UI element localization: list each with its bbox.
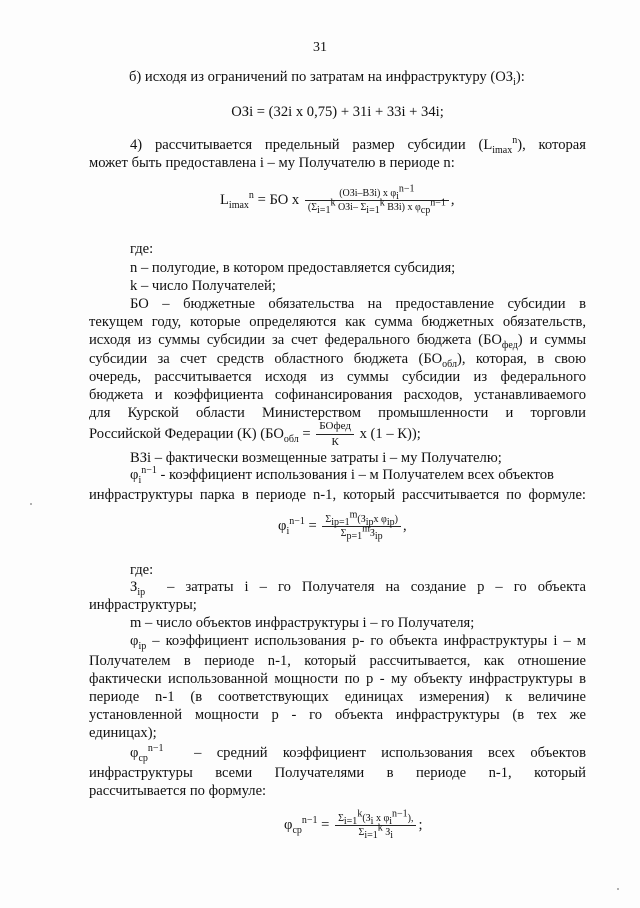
definition-bo-line3: исходя из суммы субсидии за счет федерального бюджета $(БО_{фед})$ и суммы (89, 332, 586, 351)
where-label-1: где: (130, 241, 154, 257)
definition-phi-ip-line6: единицах); (89, 725, 157, 741)
formula-phi-i: $\varphi_i^{n-1}$ = $\frac{\Sigma_{ip=1}^m(З_{ip}x \varphi_{ip})}{\Sigma_{p=1}^mЗ_{ip}}$ , (278, 509, 407, 543)
definition-bo-line6: бюджета и коэффициента софинансирования расходов, устанавливаемого (89, 387, 586, 403)
definition-n: n – полугодие, в котором предоставляется субсидия; (130, 260, 456, 276)
definition-phi-ip-line1: $\varphi_{ip}$ – коэффициент использования р- го объекта инфраструктуры i – м (130, 633, 586, 652)
definition-phi-ip-line3: фактически использованной мощности по р - му объекту инфраструктуры в (89, 671, 586, 687)
formula-phi-i-fraction: $\frac{\Sigma_{ip=1}^m(З_{ip}x \varphi_{ip})}{\Sigma_{p=1}^mЗ_{ip}}$ (322, 514, 401, 539)
definition-phi-line2: инфраструктуры парка в периоде n-1, который рассчитывается по формуле: (89, 487, 586, 503)
definition-bo-line2: текущем году, которые определяются как сумма бюджетных обязательств, (89, 314, 586, 330)
formula-phi-cp: $\varphi_{ср}^{n-1}$ = $\frac{\Sigma_{i=1}^k(З_i x \varphi_i^{n-1}),}{\Sigma_{i=1}^k З_i}$ ; (284, 808, 423, 842)
definition-vz: ВЗi – фактически возмещенные затраты i – му Получателю; (130, 450, 502, 466)
definition-phi-ip-line5: установленной мощности р - го объекта инфраструктуры (в тех же (89, 707, 586, 723)
paragraph-b: б) исходя из ограничений по затратам на инфраструктуру $(ОЗ_i)$: (129, 69, 525, 88)
definition-phi-ip-line2: Получателем в периоде n-1, который рассчитывается, как отношение (89, 653, 586, 669)
formula-limit: $L_{imax}^n$ = БО x $\frac{(ОЗi-ВЗi) x \varphi_i^{n-1}}{(\Sigma_{i=1}^k ОЗi- \Sigma_{i=1}^k ВЗi) x \varphi_{ср}^{n-1}}$ , (220, 183, 455, 216)
definition-phi-cp-line2: инфраструктуры всеми Получателями в периоде n-1, который (89, 765, 586, 781)
definition-bo-line4: субсидии за счет средств областного бюджета $(БО_{обл})$, которая, в свою (89, 351, 586, 370)
definition-m: m – число объектов инфраструктуры i – го Получателя; (130, 615, 475, 631)
definition-bo-line7: для Курской области Министерством промышленности и торговли (89, 405, 586, 421)
definition-phi-cp-line1: $\varphi_{ср}^{n-1}$ – средний коэффициент использования всех объектов (130, 743, 586, 764)
formula-phi-cp-fraction: $\frac{\Sigma_{i=1}^k(З_i x \varphi_i^{n-1}),}{\Sigma_{i=1}^k З_i}$ (335, 813, 416, 838)
formula-oz: ОЗi = (32i x 0,75) + 31i + 33i + 34i; (231, 104, 444, 120)
definition-zip-line2: инфраструктуры; (89, 597, 197, 613)
paragraph-4-line1: 4) рассчитывается предельный размер субсидии $(L_{imax}^n)$, которая (130, 135, 586, 156)
where-label-2: где: (130, 562, 154, 578)
definition-phi-ip-line4: периоде n-1 (в соответствующих единицах измерения) к величине (89, 689, 586, 705)
scan-speck (30, 503, 32, 505)
definition-phi-cp-line3: рассчитывается по формуле: (89, 783, 267, 799)
page-number: 31 (313, 40, 327, 55)
scan-speck (617, 888, 619, 890)
definition-bo-line8: Российской Федерации (К) ($БО_{обл}$ = $\frac{\text{БОфед}}{К}$ x (1 – К)); (89, 420, 421, 448)
definition-k: k – число Получателей; (130, 278, 276, 294)
paragraph-4-line2: может быть предоставлена i – му Получателю в периоде n: (89, 155, 455, 171)
definition-zip-line1: $З_{ip}$ – затраты i – го Получателя на создание р – го объекта (130, 579, 587, 598)
definition-bo-line5: очередь, рассчитывается исходя из суммы субсидии из федерального (89, 369, 586, 385)
definition-bo-line1: БО – бюджетные обязательства на предоставление субсидии в (130, 296, 586, 312)
definition-phi-line1: $\varphi_i^{n-1}$ - коэффициент использования i – м Получателем всех объектов (130, 465, 554, 486)
formula-limit-fraction: $\frac{(ОЗi-ВЗi) x \varphi_i^{n-1}}{(\Sigma_{i=1}^k ОЗi- \Sigma_{i=1}^k ВЗi) x \varphi_{ср}^{n-1}}$ (305, 188, 449, 213)
bo-fraction: $\frac{\text{БОфед}}{К}$ (316, 420, 354, 449)
